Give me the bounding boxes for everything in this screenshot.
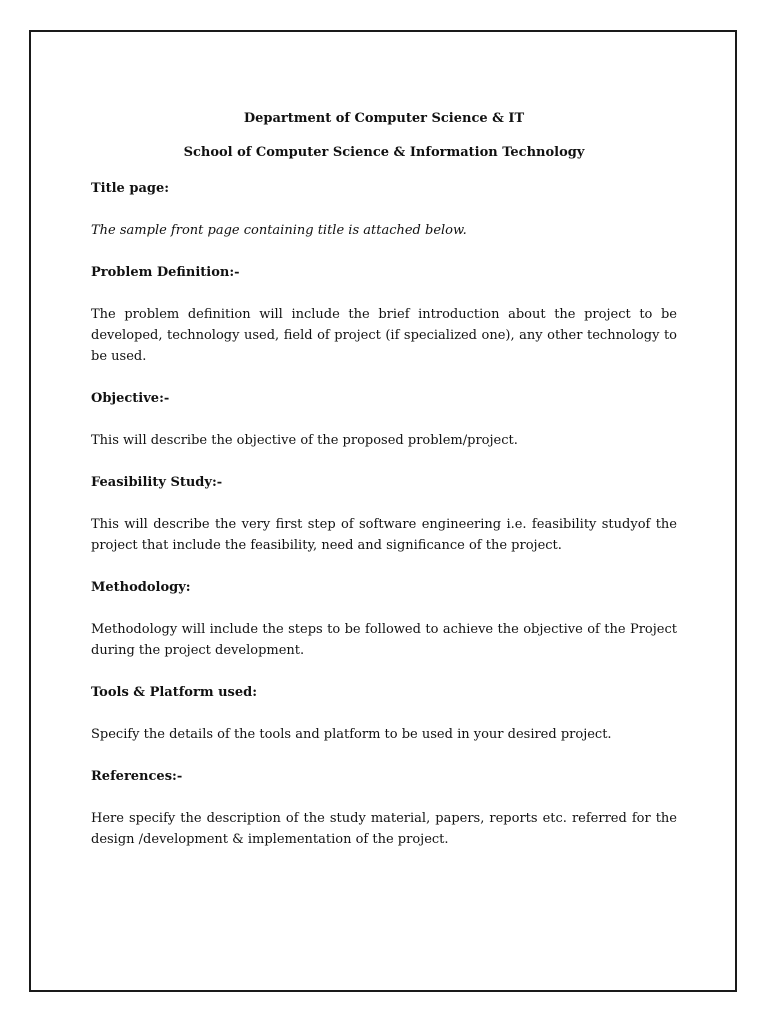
document-content	[91, 108, 677, 871]
problem-definition-body: The problem definition will include the brief introduction about the project to be developed, technology used, field of project (if specialized one), any other technology to be used.	[91, 307, 677, 364]
methodology-body: Methodology will include the steps to be followed to achieve the objective of the Project during the project development.	[91, 622, 677, 658]
objective-heading: Objective:-	[91, 391, 170, 406]
school-heading: School of Computer Science & Information Technology	[183, 145, 585, 160]
tools-platform-body: Specify the details of the tools and platform to be used in your desired project.	[91, 727, 612, 742]
problem-definition-heading: Problem Definition:-	[91, 265, 240, 280]
tools-platform-heading: Tools & Platform used:	[91, 685, 258, 700]
department-heading: Department of Computer Science & IT	[243, 111, 525, 126]
feasibility-study-heading: Feasibility Study:-	[91, 475, 223, 490]
references-body: Here specify the description of the study material, papers, reports etc. referred for the design /development & implementation of the project.	[91, 811, 677, 847]
objective-body: This will describe the objective of the proposed problem/project.	[91, 433, 518, 448]
references-heading: References:-	[91, 769, 183, 784]
feasibility-study-body: This will describe the very first step of software engineering i.e. feasibility studyof the project that include the feasibility, need and significance of the project.	[91, 517, 677, 553]
title-page-heading: Title page:	[91, 181, 170, 196]
methodology-heading: Methodology:	[91, 580, 191, 595]
title-page-body: The sample front page containing title is attached below.	[91, 223, 467, 238]
